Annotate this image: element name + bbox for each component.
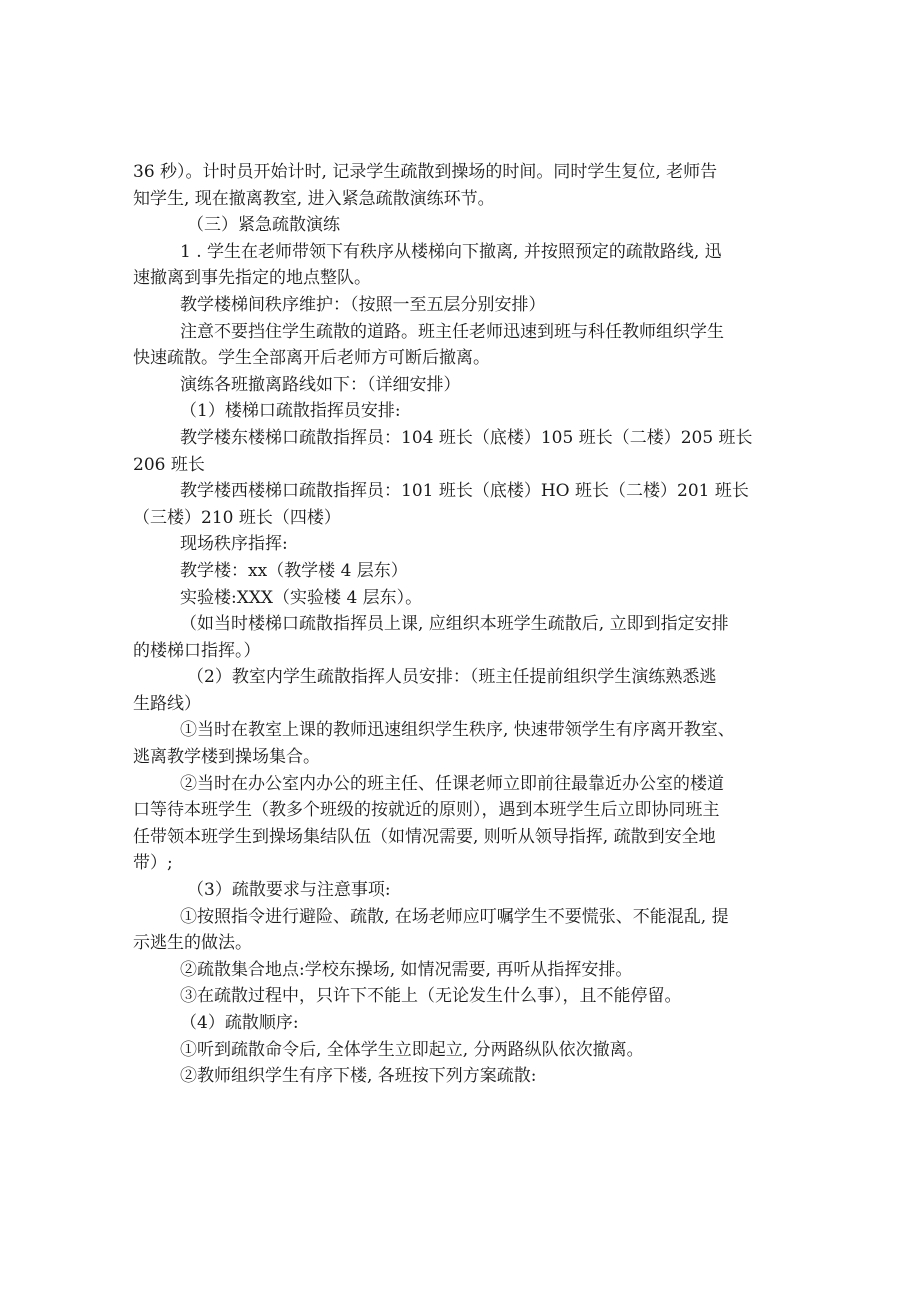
text-line: ②当时在办公室内办公的班主任、任课老师立即前往最靠近办公室的楼道 xyxy=(180,773,724,794)
text-line: 实验楼:XXX（实验楼 4 层东）。 xyxy=(180,587,423,608)
text-line: 逃离教学楼到操场集合。 xyxy=(133,747,320,768)
text-line: （1）楼梯口疏散指挥员安排: xyxy=(180,401,401,422)
text-line: （如当时楼梯口疏散指挥员上课, 应组织本班学生疏散后, 立即到指定安排 xyxy=(180,614,729,635)
text-line: （2）教室内学生疏散指挥人员安排：（班主任提前组织学生演练熟悉逃 xyxy=(187,667,717,688)
text-line: ③在疏散过程中，只许下不能上（无论发生什么事），且不能停留。 xyxy=(180,986,682,1007)
text-line: 206 班长 xyxy=(133,454,205,475)
text-line: ②疏散集合地点:学校东操场, 如情况需要, 再听从指挥安排。 xyxy=(180,959,633,980)
text-line: 教学楼梯间秩序维护：（按照一至五层分别安排） xyxy=(180,294,546,315)
text-line: 教学楼西楼梯口疏散指挥员：101 班长（底楼）HO 班长（二楼）201 班长 xyxy=(180,481,749,502)
text-line: （三）紧急疏散演练 xyxy=(187,215,340,236)
text-line: 知学生, 现在撤离教室, 进入紧急疏散演练环节。 xyxy=(133,188,495,209)
text-line: 生路线） xyxy=(133,693,201,714)
text-line: 演练各班撤离路线如下：（详细安排） xyxy=(180,374,461,395)
text-line: （三楼）210 班长（四楼） xyxy=(133,507,341,528)
text-line: 快速疏散。学生全部离开后老师方可断后撤离。 xyxy=(133,348,490,369)
text-line: ①按照指令进行避险、疏散, 在场老师应叮嘱学生不要慌张、不能混乱, 提 xyxy=(180,906,729,927)
text-line: 任带领本班学生到操场集结队伍（如情况需要, 则听从领导指挥, 疏散到安全地 xyxy=(133,826,716,847)
text-line: （3）疏散要求与注意事项: xyxy=(187,880,391,901)
text-line: 现场秩序指挥: xyxy=(180,534,288,555)
text-line: ①当时在教室上课的教师迅速组织学生秩序, 快速带领学生有序离开教室、 xyxy=(180,720,735,741)
text-line: （4）疏散顺序: xyxy=(180,1013,299,1033)
text-line: 带）; xyxy=(133,853,173,874)
text-line: ②教师组织学生有序下楼, 各班按下列方案疏散: xyxy=(180,1066,537,1087)
text-line: 教学楼东楼梯口疏散指挥员：104 班长（底楼）105 班长（二楼）205 班长 xyxy=(180,427,753,448)
text-line: 36 秒）。计时员开始计时, 记录学生疏散到操场的时间。同时学生复位, 老师告 xyxy=(133,162,718,182)
text-line: 1 . 学生在老师带领下有秩序从楼梯向下撤离, 并按照预定的疏散路线, 迅 xyxy=(180,241,722,262)
text-line: 注意不要挡住学生疏散的道路。班主任老师迅速到班与科任教师组织学生 xyxy=(180,321,724,342)
text-line: 口等待本班学生（教多个班级的按就近的原则），遇到本班学生后立即协同班主 xyxy=(133,800,720,821)
text-line: 教学楼：xx（教学楼 4 层东） xyxy=(180,560,408,581)
document-body xyxy=(133,159,793,1090)
text-line: ①听到疏散命令后, 全体学生立即起立, 分两路纵队依次撤离。 xyxy=(180,1039,644,1060)
text-line: 的楼梯口指挥。） xyxy=(133,640,261,661)
text-line: 示逃生的做法。 xyxy=(133,933,252,954)
text-line: 速撤离到事先指定的地点整队。 xyxy=(133,268,371,289)
